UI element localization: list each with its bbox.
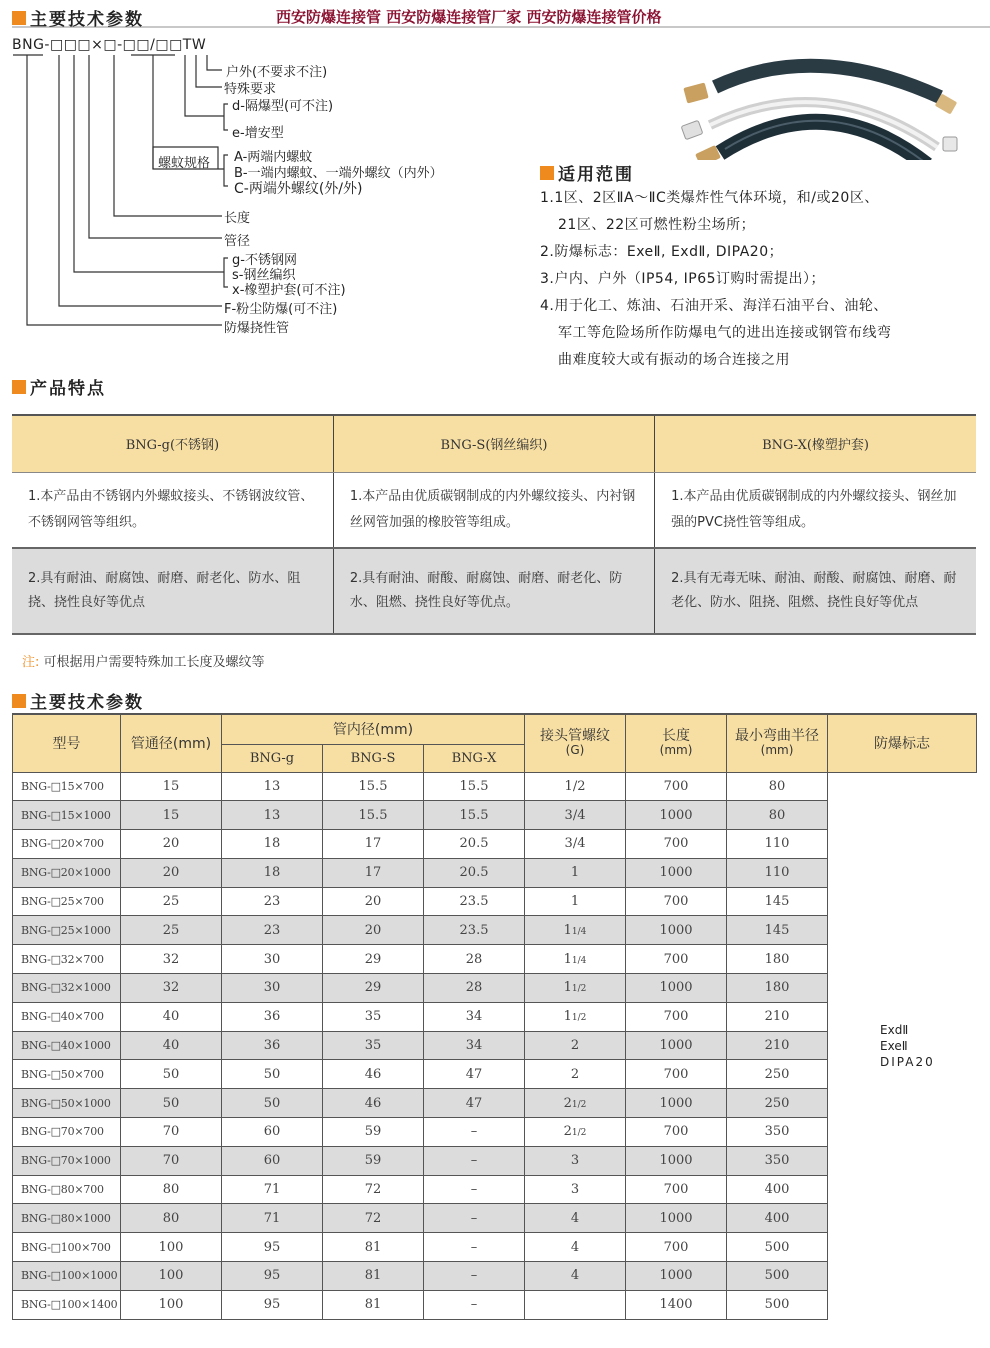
product-image xyxy=(675,25,975,160)
cell-g: 95 xyxy=(222,1290,323,1319)
cell-s: 17 xyxy=(323,830,424,859)
section-title-scope xyxy=(540,160,634,185)
cell-model: BNG-□20×700 xyxy=(13,830,121,859)
scope-line: 1.1区、2区ⅡA～ⅡC类爆炸性气体环境，和/或20区、 xyxy=(540,190,879,206)
cell-s: 15.5 xyxy=(323,772,424,801)
header-thread-unit: (G) xyxy=(565,743,585,758)
label-thread-spec: 螺蚊规格 xyxy=(158,156,211,171)
cell-s: 72 xyxy=(323,1175,424,1204)
cell-radius: 400 xyxy=(727,1175,828,1204)
cell-radius: 80 xyxy=(727,772,828,801)
cell-length: 1000 xyxy=(626,1204,727,1233)
cell-x: – xyxy=(424,1146,525,1175)
cell-nominal: 70 xyxy=(121,1146,222,1175)
cell-g: 18 xyxy=(222,858,323,887)
cell-g: 95 xyxy=(222,1262,323,1291)
features-cell: 1.本产品由优质碳钢制成的内外螺纹接头、内衬钢丝网管加强的橡胶管等组成。 xyxy=(333,472,654,548)
cell-thread: 3/4 xyxy=(525,830,626,859)
section-title-text: 适用范围 xyxy=(558,165,634,185)
cell-g: 36 xyxy=(222,1002,323,1031)
cell-nominal: 100 xyxy=(121,1290,222,1319)
cell-model: BNG-□80×1000 xyxy=(13,1204,121,1233)
cell-g: 71 xyxy=(222,1204,323,1233)
header-model: 型号 xyxy=(13,714,121,772)
cell-radius: 500 xyxy=(727,1262,828,1291)
cell-thread: 21/2 xyxy=(525,1118,626,1147)
cell-thread xyxy=(525,1290,626,1319)
cell-length: 700 xyxy=(626,1233,727,1262)
label-increased-safety: e-增安型 xyxy=(232,126,284,141)
note xyxy=(22,651,265,670)
cell-radius: 350 xyxy=(727,1146,828,1175)
orange-square-icon xyxy=(12,694,26,708)
cell-thread: 4 xyxy=(525,1262,626,1291)
label-thread-c: C-两端外螺纹(外/外) xyxy=(234,181,363,197)
cell-nominal: 40 xyxy=(121,1031,222,1060)
cell-model: BNG-□32×1000 xyxy=(13,974,121,1003)
cell-x: 15.5 xyxy=(424,801,525,830)
cell-length: 700 xyxy=(626,1060,727,1089)
cell-g: 23 xyxy=(222,887,323,916)
cell-model: BNG-□70×1000 xyxy=(13,1146,121,1175)
explosion-mark-line: DIPA20 xyxy=(880,1054,935,1069)
cell-s: 17 xyxy=(323,858,424,887)
header-length-unit: (mm) xyxy=(659,743,693,758)
features-cell: 2.具有无毒无味、耐油、耐酸、耐腐蚀、耐磨、耐老化、防水、阻挠、阻燃、挠性良好等优点 xyxy=(655,548,976,634)
cell-g: 13 xyxy=(222,772,323,801)
cell-nominal: 70 xyxy=(121,1118,222,1147)
cell-x: 20.5 xyxy=(424,830,525,859)
thread-fraction: 1/2 xyxy=(571,1128,587,1139)
header-nominal: 管通径(mm) xyxy=(121,714,222,772)
features-row xyxy=(12,472,976,548)
features-table xyxy=(12,414,976,635)
note-label: 注: xyxy=(22,655,40,670)
features-header-row xyxy=(12,415,976,472)
cell-length: 700 xyxy=(626,1175,727,1204)
cell-s: 46 xyxy=(323,1089,424,1118)
header-length-label: 长度 xyxy=(662,728,691,745)
cell-length: 700 xyxy=(626,945,727,974)
cell-nominal: 25 xyxy=(121,916,222,945)
cell-radius: 145 xyxy=(727,916,828,945)
cell-x: 47 xyxy=(424,1089,525,1118)
thread-fraction: 1/2 xyxy=(571,1013,587,1024)
cell-thread: 3/4 xyxy=(525,801,626,830)
cell-nominal: 50 xyxy=(121,1089,222,1118)
label-material-s: s-钢丝编织 xyxy=(232,268,296,283)
cell-length: 700 xyxy=(626,1118,727,1147)
section-title-text: 主要技术参数 xyxy=(30,693,144,713)
orange-square-icon xyxy=(540,166,554,180)
cell-s: 46 xyxy=(323,1060,424,1089)
cell-thread: 21/2 xyxy=(525,1089,626,1118)
cell-radius: 180 xyxy=(727,945,828,974)
cell-nominal: 80 xyxy=(121,1175,222,1204)
top-links[interactable]: 西安防爆连接管 西安防爆连接管厂家 西安防爆连接管价格 xyxy=(276,8,662,26)
cell-x: 15.5 xyxy=(424,772,525,801)
cell-s: 59 xyxy=(323,1118,424,1147)
explosion-mark-cell xyxy=(828,772,977,1319)
features-cell: 1.本产品由优质碳钢制成的内外螺纹接头、钢丝加强的PVC挠性管等组成。 xyxy=(655,472,976,548)
cell-x: 28 xyxy=(424,945,525,974)
scope-line: 3.户内、户外（IP54, IP65订购时需提出）； xyxy=(540,271,826,287)
cell-nominal: 80 xyxy=(121,1204,222,1233)
cell-nominal: 20 xyxy=(121,858,222,887)
section-title-text: 产品特点 xyxy=(30,379,106,399)
cell-length: 1400 xyxy=(626,1290,727,1319)
header-inner-s: BNG-S xyxy=(323,744,424,772)
cell-g: 60 xyxy=(222,1146,323,1175)
cell-g: 50 xyxy=(222,1089,323,1118)
label-material-x: x-橡塑护套(可不注) xyxy=(232,283,346,298)
label-material-g: g-不锈钢网 xyxy=(232,253,297,268)
cell-x: 34 xyxy=(424,1002,525,1031)
cell-thread: 11/4 xyxy=(525,916,626,945)
cell-thread: 1 xyxy=(525,887,626,916)
thread-fraction: 1/2 xyxy=(571,984,587,995)
cell-s: 35 xyxy=(323,1031,424,1060)
cell-model: BNG-□80×700 xyxy=(13,1175,121,1204)
cell-radius: 110 xyxy=(727,830,828,859)
cell-thread: 1 xyxy=(525,858,626,887)
header-inner-x: BNG-X xyxy=(424,744,525,772)
cell-thread: 11/2 xyxy=(525,1002,626,1031)
cell-g: 23 xyxy=(222,916,323,945)
cell-length: 1000 xyxy=(626,1089,727,1118)
cell-radius: 500 xyxy=(727,1233,828,1262)
cell-length: 700 xyxy=(626,887,727,916)
cell-nominal: 40 xyxy=(121,1002,222,1031)
header-thread xyxy=(525,714,626,772)
explosion-mark-line: ExeⅡ xyxy=(880,1038,908,1053)
cell-s: 59 xyxy=(323,1146,424,1175)
params-table xyxy=(12,713,977,1320)
cell-length: 1000 xyxy=(626,974,727,1003)
cell-thread: 3 xyxy=(525,1146,626,1175)
cell-s: 81 xyxy=(323,1290,424,1319)
features-cell: 1.本产品由不锈钢内外螺蚊接头、不锈钢波纹管、不锈钢网管等组织。 xyxy=(12,472,333,548)
cell-g: 50 xyxy=(222,1060,323,1089)
cell-nominal: 100 xyxy=(121,1233,222,1262)
cell-x: – xyxy=(424,1233,525,1262)
orange-square-icon xyxy=(12,380,26,394)
scope-list xyxy=(540,185,980,374)
cell-radius: 250 xyxy=(727,1089,828,1118)
features-row xyxy=(12,548,976,634)
cell-g: 13 xyxy=(222,801,323,830)
cell-s: 29 xyxy=(323,945,424,974)
header-inner-g: BNG-g xyxy=(222,744,323,772)
cell-thread: 4 xyxy=(525,1233,626,1262)
cell-s: 29 xyxy=(323,974,424,1003)
cell-model: BNG-□20×1000 xyxy=(13,858,121,887)
cell-thread: 2 xyxy=(525,1060,626,1089)
cell-g: 95 xyxy=(222,1233,323,1262)
cell-length: 700 xyxy=(626,830,727,859)
cell-x: – xyxy=(424,1290,525,1319)
params-header-row xyxy=(13,714,977,744)
features-col-x: BNG-X(橡塑护套) xyxy=(655,415,976,472)
header-inner: 管内径(mm) xyxy=(222,714,525,744)
label-thread-a: A-两端内螺蚊 xyxy=(234,150,313,165)
cell-model: BNG-□25×1000 xyxy=(13,916,121,945)
cell-nominal: 32 xyxy=(121,945,222,974)
cell-s: 72 xyxy=(323,1204,424,1233)
label-hose: 防爆挠性管 xyxy=(224,321,290,336)
cell-length: 1000 xyxy=(626,801,727,830)
cell-radius: 180 xyxy=(727,974,828,1003)
cell-x: 28 xyxy=(424,974,525,1003)
cell-s: 20 xyxy=(323,916,424,945)
scope-line: 2.防爆标志：ExeⅡ, ExdⅡ, DIPA20； xyxy=(540,244,784,260)
cell-radius: 350 xyxy=(727,1118,828,1147)
label-length: 长度 xyxy=(224,211,251,226)
cell-x: 47 xyxy=(424,1060,525,1089)
cell-s: 35 xyxy=(323,1002,424,1031)
cell-model: BNG-□25×700 xyxy=(13,887,121,916)
cell-x: – xyxy=(424,1175,525,1204)
cell-model: BNG-□50×700 xyxy=(13,1060,121,1089)
features-cell: 2.具有耐油、耐酸、耐腐蚀、耐磨、耐老化、防水、阻燃、挠性良好等优点。 xyxy=(333,548,654,634)
cell-nominal: 15 xyxy=(121,801,222,830)
cell-g: 71 xyxy=(222,1175,323,1204)
cell-nominal: 15 xyxy=(121,772,222,801)
cell-model: BNG-□70×700 xyxy=(13,1118,121,1147)
cell-length: 1000 xyxy=(626,916,727,945)
cell-radius: 400 xyxy=(727,1204,828,1233)
cell-thread: 4 xyxy=(525,1204,626,1233)
cell-radius: 210 xyxy=(727,1002,828,1031)
cell-length: 700 xyxy=(626,1002,727,1031)
cell-model: BNG-□100×1400 xyxy=(13,1290,121,1319)
header-mark: 防爆标志 xyxy=(828,714,977,772)
thread-fraction: 1/2 xyxy=(571,1099,587,1110)
cell-x: 23.5 xyxy=(424,916,525,945)
cell-g: 30 xyxy=(222,974,323,1003)
cell-model: BNG-□15×1000 xyxy=(13,801,121,830)
cell-nominal: 25 xyxy=(121,887,222,916)
cell-length: 1000 xyxy=(626,1146,727,1175)
scope-line: 曲难度较大或有振动的场合连接之用 xyxy=(558,352,790,368)
cell-x: 23.5 xyxy=(424,887,525,916)
cell-model: BNG-□50×1000 xyxy=(13,1089,121,1118)
scope-line: 4.用于化工、炼油、石油开采、海洋石油平台、油轮、 xyxy=(540,298,888,314)
explosion-mark-line: ExdⅡ xyxy=(880,1022,909,1037)
cell-model: BNG-□15×700 xyxy=(13,772,121,801)
cell-x: 20.5 xyxy=(424,858,525,887)
cell-radius: 145 xyxy=(727,887,828,916)
section-title-features xyxy=(12,374,106,399)
cell-s: 81 xyxy=(323,1262,424,1291)
header-radius-unit: (mm) xyxy=(760,743,794,758)
cell-model: BNG-□100×700 xyxy=(13,1233,121,1262)
scope-line: 军工等危险场所作防爆电气的进出连接或钢管布线弯 xyxy=(558,325,892,341)
features-col-s: BNG-S(钢丝编织) xyxy=(333,415,654,472)
header-length xyxy=(626,714,727,772)
features-cell: 2.具有耐油、耐腐蚀、耐磨、耐老化、防水、阻挠、挠性良好等优点 xyxy=(12,548,333,634)
cell-g: 30 xyxy=(222,945,323,974)
cell-radius: 500 xyxy=(727,1290,828,1319)
cell-g: 36 xyxy=(222,1031,323,1060)
cell-nominal: 50 xyxy=(121,1060,222,1089)
label-thread-b: B-一端内螺蚊、一端外螺纹（内外） xyxy=(234,166,443,181)
cell-radius: 80 xyxy=(727,801,828,830)
section-title-params xyxy=(12,688,144,713)
header-radius-label: 最小弯曲半径 xyxy=(735,728,820,745)
table-row xyxy=(13,772,977,801)
cell-length: 1000 xyxy=(626,858,727,887)
cell-s: 20 xyxy=(323,887,424,916)
scope-line: 21区、22区可燃性粉尘场所； xyxy=(558,217,756,233)
cell-model: BNG-□32×700 xyxy=(13,945,121,974)
label-dust: F-粉尘防爆(可不注) xyxy=(224,302,338,317)
cell-radius: 210 xyxy=(727,1031,828,1060)
cell-length: 1000 xyxy=(626,1031,727,1060)
cell-g: 18 xyxy=(222,830,323,859)
cell-nominal: 32 xyxy=(121,974,222,1003)
cell-length: 700 xyxy=(626,772,727,801)
orange-square-icon xyxy=(12,11,26,25)
features-col-g: BNG-g(不锈钢) xyxy=(12,415,333,472)
cell-x: 34 xyxy=(424,1031,525,1060)
header-radius xyxy=(727,714,828,772)
cell-model: BNG-□40×700 xyxy=(13,1002,121,1031)
cell-model: BNG-□40×1000 xyxy=(13,1031,121,1060)
label-outdoor: 户外(不要求不注) xyxy=(226,65,328,80)
cell-radius: 110 xyxy=(727,858,828,887)
cell-nominal: 20 xyxy=(121,830,222,859)
cell-x: – xyxy=(424,1204,525,1233)
label-flameproof: d-隔爆型(可不注) xyxy=(232,99,334,114)
section-title-text: 主要技术参数 xyxy=(30,10,144,30)
thread-fraction: 1/4 xyxy=(571,955,587,966)
cell-x: – xyxy=(424,1262,525,1291)
cell-thread: 11/2 xyxy=(525,974,626,1003)
cell-x: – xyxy=(424,1118,525,1147)
note-text: 可根据用户需要特殊加工长度及螺纹等 xyxy=(43,655,265,670)
cell-thread: 3 xyxy=(525,1175,626,1204)
cell-thread: 11/4 xyxy=(525,945,626,974)
label-diameter: 管径 xyxy=(224,234,251,249)
cell-length: 1000 xyxy=(626,1262,727,1291)
model-code: BNG-□□□×□-□□/□□TW xyxy=(12,37,207,53)
cell-thread: 2 xyxy=(525,1031,626,1060)
cell-radius: 250 xyxy=(727,1060,828,1089)
cell-s: 15.5 xyxy=(323,801,424,830)
cell-g: 60 xyxy=(222,1118,323,1147)
cell-thread: 1/2 xyxy=(525,772,626,801)
label-special: 特殊要求 xyxy=(224,82,277,97)
cell-s: 81 xyxy=(323,1233,424,1262)
thread-fraction: 1/4 xyxy=(571,926,587,937)
cell-nominal: 100 xyxy=(121,1262,222,1291)
cell-model: BNG-□100×1000 xyxy=(13,1262,121,1291)
section-title-params-top xyxy=(12,5,144,30)
header-thread-label: 接头管螺纹 xyxy=(540,728,611,745)
params-body xyxy=(13,772,977,1319)
